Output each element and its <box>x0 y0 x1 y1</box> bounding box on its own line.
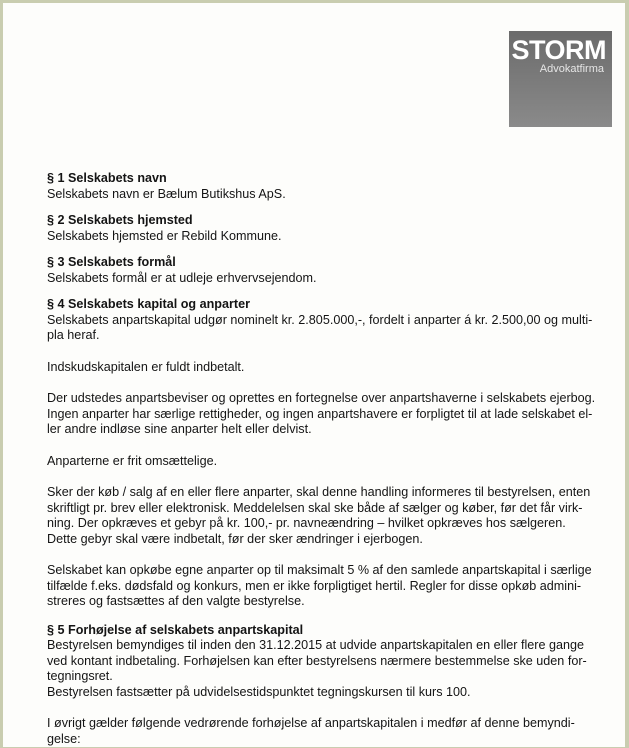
paragraph-line: pla heraf. <box>47 328 100 342</box>
paragraph-line: I øvrigt gælder følgende vedrørende forhøjelse af anpartskapitalen i medfør af denne bemyndi- <box>47 716 575 730</box>
section-1-heading: § 1 Selskabets navn <box>47 171 167 185</box>
section-4-heading: § 4 Selskabets kapital og anparter <box>47 297 250 311</box>
section-5 <box>47 623 607 748</box>
section-4-paragraph-1 <box>47 313 607 344</box>
paragraph-line: ved kontant indbetaling. Forhøjelsen kan efter bestyrelsens nærmere bestemmelse ske uden for- <box>47 653 587 668</box>
section-2-line: Selskabets hjemsted er Rebild Kommune. <box>47 228 282 243</box>
paragraph-line: Bestyrelsen fastsætter på udvidelsestidspunktet tegningskursen til kurs 100. <box>47 684 471 699</box>
section-4-paragraph-5 <box>47 485 607 547</box>
section-5-paragraph-2 <box>47 716 607 747</box>
section-1-line: Selskabets navn er Bælum Butikshus ApS. <box>47 186 286 201</box>
storm-logo <box>509 31 612 127</box>
section-3-heading: § 3 Selskabets formål <box>47 255 176 269</box>
paragraph-line: Der udstedes anpartsbeviser og oprettes en fortegnelse over anpartshaverne i selskabets ejerbog. <box>47 391 596 405</box>
document-body <box>47 171 607 747</box>
section-2 <box>47 213 607 244</box>
section-3 <box>47 255 607 286</box>
paragraph-line: Ingen anparter har særlige rettigheder, og ingen anpartshavere er forpligtet til at lade selskabet el- <box>47 406 593 421</box>
section-2-heading: § 2 Selskabets hjemsted <box>47 213 193 227</box>
paragraph-line: Selskabets anpartskapital udgør nominelt kr. 2.805.000,-, fordelt i anparter á kr. 2.500,00 og multi- <box>47 312 593 327</box>
section-4 <box>47 297 607 610</box>
section-4-paragraph-4 <box>47 454 607 470</box>
logo-subtitle: Advokatfirma <box>539 63 604 75</box>
paragraph-line: gelse: <box>47 731 81 746</box>
section-5-heading: § 5 Forhøjelse af selskabets anpartskapital <box>47 622 304 637</box>
paragraph-line: skriftligt pr. brev eller elektronisk. Meddelelsen skal ske både af sælger og køber, før det får virk- <box>47 500 583 515</box>
section-1 <box>47 171 607 202</box>
paragraph-line: tilfælde f.eks. dødsfald og konkurs, men er ikke forpligtiget hertil. Regler for disse opkøb admini- <box>47 578 582 593</box>
paragraph-line: streres og fastsættes af den valgte bestyrelse. <box>47 594 305 608</box>
paragraph-line: Dette gebyr skal være indbetalt, før der sker ændringer i ejerbogen. <box>47 531 423 546</box>
section-5-paragraph-1 <box>47 638 607 700</box>
paragraph-line: Anparterne er frit omsættelige. <box>47 453 218 468</box>
paragraph-line: Sker der køb / salg af en eller flere anparter, skal denne handling informeres til bestyrelsen, enten <box>47 485 591 499</box>
section-4-paragraph-6 <box>47 563 607 610</box>
section-4-paragraph-3 <box>47 391 607 438</box>
logo-brand: STORM <box>511 35 606 65</box>
paragraph-line: ning. Der opkræves et gebyr på kr. 100,- pr. navneændring – hvilket opkræves hos sælgeren. <box>47 516 566 530</box>
section-3-line: Selskabets formål er at udleje erhvervsejendom. <box>47 270 317 285</box>
paragraph-line: Bestyrelsen bemyndiges til inden den 31.12.2015 at udvide anpartskapitalen en eller flere gange <box>47 638 584 652</box>
document-page <box>3 3 625 747</box>
paragraph-line: Selskabet kan opkøbe egne anparter op til maksimalt 5 % af den samlede anpartskapital i særlige <box>47 563 592 577</box>
paragraph-line: ler andre indløse sine anparter helt eller delvist. <box>47 422 312 436</box>
paragraph-line: tegningsret. <box>47 669 113 683</box>
section-4-paragraph-2 <box>47 360 607 376</box>
paragraph-line: Indskudskapitalen er fuldt indbetalt. <box>47 359 245 374</box>
